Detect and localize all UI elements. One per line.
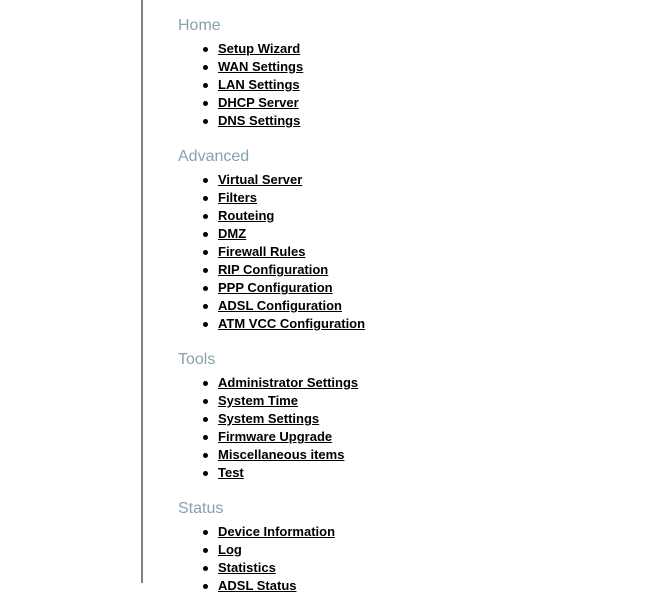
link-test[interactable]: Test <box>218 465 244 480</box>
bullet-icon <box>203 268 208 273</box>
list-item <box>178 577 658 595</box>
link-statistics[interactable]: Statistics <box>218 560 276 575</box>
list-item <box>178 94 658 112</box>
link-routeing[interactable]: Routeing <box>218 208 275 223</box>
list-item <box>178 261 658 279</box>
section-title-advanced: Advanced <box>178 148 250 165</box>
list-item <box>178 392 658 410</box>
list-item <box>178 40 658 58</box>
list-item <box>178 171 658 189</box>
list-item <box>178 541 658 559</box>
list-item <box>178 189 658 207</box>
bullet-icon <box>203 47 208 52</box>
link-firewall-rules[interactable]: Firewall Rules <box>218 244 306 259</box>
menu-home <box>178 40 658 130</box>
bullet-icon <box>203 399 208 404</box>
bullet-icon <box>203 214 208 219</box>
list-item <box>178 523 658 541</box>
menu-tools <box>178 374 658 482</box>
bullet-icon <box>203 65 208 70</box>
link-setup-wizard[interactable]: Setup Wizard <box>218 41 301 56</box>
bullet-icon <box>203 584 208 589</box>
list-item <box>178 207 658 225</box>
section-title-status: Status <box>178 500 224 517</box>
link-dhcp-server[interactable]: DHCP Server <box>218 95 299 110</box>
frame-divider <box>141 0 143 583</box>
link-firmware-upgrade[interactable]: Firmware Upgrade <box>218 429 333 444</box>
link-miscellaneous-items[interactable]: Miscellaneous items <box>218 447 345 462</box>
bullet-icon <box>203 250 208 255</box>
list-item <box>178 315 658 333</box>
bullet-icon <box>203 178 208 183</box>
site-map <box>178 17 658 613</box>
link-adsl-status[interactable]: ADSL Status <box>218 578 297 593</box>
bullet-icon <box>203 566 208 571</box>
link-log[interactable]: Log <box>218 542 242 557</box>
list-item <box>178 279 658 297</box>
menu-status <box>178 523 658 595</box>
link-atm-vcc-configuration[interactable]: ATM VCC Configuration <box>218 316 366 331</box>
link-system-time[interactable]: System Time <box>218 393 298 408</box>
list-item <box>178 225 658 243</box>
link-system-settings[interactable]: System Settings <box>218 411 320 426</box>
bullet-icon <box>203 548 208 553</box>
bullet-icon <box>203 232 208 237</box>
link-wan-settings[interactable]: WAN Settings <box>218 59 304 74</box>
bullet-icon <box>203 417 208 422</box>
link-filters[interactable]: Filters <box>218 190 258 205</box>
link-dmz[interactable]: DMZ <box>218 226 247 241</box>
menu-advanced <box>178 171 658 333</box>
bullet-icon <box>203 83 208 88</box>
link-rip-configuration[interactable]: RIP Configuration <box>218 262 329 277</box>
list-item <box>178 243 658 261</box>
list-item <box>178 559 658 577</box>
bullet-icon <box>203 453 208 458</box>
bullet-icon <box>203 322 208 327</box>
list-item <box>178 374 658 392</box>
bullet-icon <box>203 119 208 124</box>
list-item <box>178 428 658 446</box>
list-item <box>178 464 658 482</box>
bullet-icon <box>203 196 208 201</box>
bullet-icon <box>203 530 208 535</box>
bullet-icon <box>203 435 208 440</box>
bullet-icon <box>203 304 208 309</box>
list-item <box>178 112 658 130</box>
link-virtual-server[interactable]: Virtual Server <box>218 172 303 187</box>
link-administrator-settings[interactable]: Administrator Settings <box>218 375 359 390</box>
link-ppp-configuration[interactable]: PPP Configuration <box>218 280 333 295</box>
link-adsl-configuration[interactable]: ADSL Configuration <box>218 298 342 313</box>
bullet-icon <box>203 286 208 291</box>
bullet-icon <box>203 471 208 476</box>
list-item <box>178 297 658 315</box>
list-item <box>178 410 658 428</box>
bullet-icon <box>203 101 208 106</box>
link-device-information[interactable]: Device Information <box>218 524 336 539</box>
link-dns-settings[interactable]: DNS Settings <box>218 113 301 128</box>
list-item <box>178 446 658 464</box>
link-lan-settings[interactable]: LAN Settings <box>218 77 300 92</box>
list-item <box>178 76 658 94</box>
list-item <box>178 58 658 76</box>
section-title-home: Home <box>178 17 221 34</box>
bullet-icon <box>203 381 208 386</box>
section-title-tools: Tools <box>178 351 216 368</box>
